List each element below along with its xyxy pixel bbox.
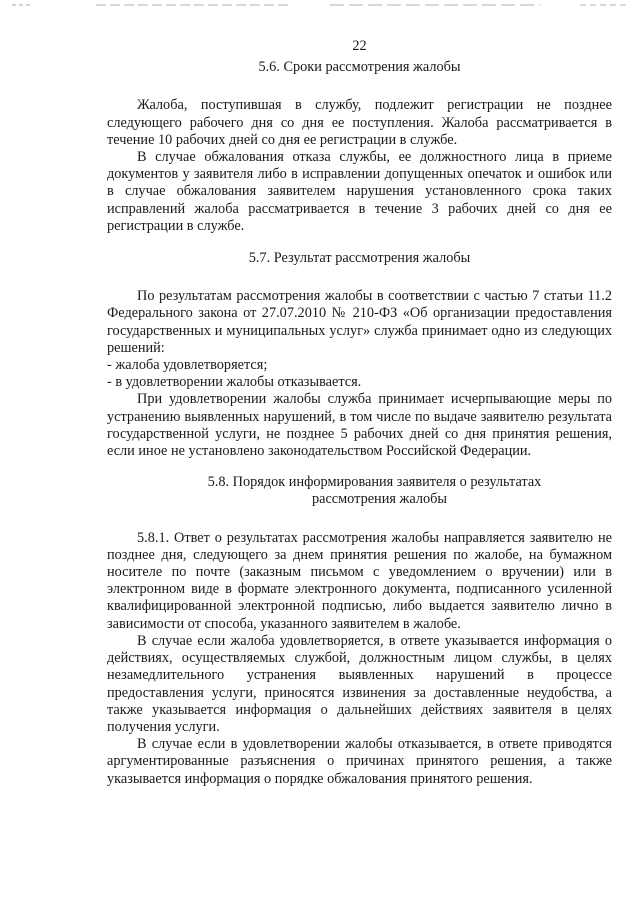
scan-edge-marks <box>0 4 640 6</box>
section-5-8-paragraph-2: В случае если жалоба удовлетворяется, в ответе указывается информация о действиях, осуществляемых службой, должностным лицом службы, в целях незамедлительного устранения выявленных нарушений в процессе предоставления услуги, приносятся извинения за доставленные неудобства, а также указывается информация о дальнейших действиях заявителя в целях получения услуги. <box>107 632 612 735</box>
section-5-7-intro: По результатам рассмотрения жалобы в соответствии с частью 7 статьи 11.2 Федерального закона от 27.07.2010 № 210-ФЗ «Об организации предоставления государственных и муниципальных услуг» служба принимает одно из следующих решений: <box>107 288 612 356</box>
section-5-8-heading-line-2: рассмотрения жалобы <box>311 491 448 508</box>
decision-list-item: - жалоба удовлетворяется; <box>107 357 268 374</box>
section-5-8 <box>107 474 612 787</box>
decision-list-item: - в удовлетворении жалобы отказывается. <box>107 374 362 391</box>
page-number: 22 <box>352 38 367 54</box>
section-5-6-heading: 5.6. Сроки рассмотрения жалобы <box>258 59 461 76</box>
section-5-6-paragraph-1: Жалоба, поступившая в службу, подлежит регистрации не позднее следующего рабочего дня со дня ее поступления. Жалоба рассматривается в течение 10 рабочих дней со дня ее регистрации в службе. <box>107 97 612 148</box>
section-5-8-paragraph-1: 5.8.1. Ответ о результатах рассмотрения жалобы направляется заявителю не позднее дня, следующего за днем принятия решения по жалобе, на бумажном носителе по почте (заказным письмом с уведомлением о вручении) или в электронном виде в формате электронного документа, подписанного усиленной квалифицированной электронной подписью, либо выдается заявителю лично в зависимости от способа, указанного заявителем в жалобе. <box>107 529 612 632</box>
section-5-7-closing: При удовлетворении жалобы служба принимает исчерпывающие меры по устранению выявленных нарушений, в том числе по выдаче заявителю результата государственной услуги, не позднее 5 рабочих дней со дня принятия решения, если иное не установлено законодательством Российской Федерации. <box>107 391 612 460</box>
document-page <box>107 38 612 788</box>
section-5-8-heading <box>107 474 612 508</box>
section-5-6-paragraph-2: В случае обжалования отказа службы, ее должностного лица в приеме документов у заявителя либо в исправлении допущенных опечаток и ошибок или в случае обжалования заявителем нарушения установленного срока таких исправлений жалоба рассматривается в течение 3 рабочих дней со дня ее регистрации в службе. <box>107 149 612 234</box>
section-5-7 <box>107 250 612 460</box>
section-5-8-paragraph-3: В случае если в удовлетворении жалобы отказывается, в ответе приводятся аргументированные разъяснения о причинах принятого решения, а также указывается информация о порядке обжалования принятого решения. <box>107 736 612 787</box>
section-5-6 <box>107 59 612 235</box>
section-5-8-heading-line-1: 5.8. Порядок информирования заявителя о результатах <box>207 474 542 491</box>
section-5-7-heading: 5.7. Результат рассмотрения жалобы <box>248 250 471 267</box>
